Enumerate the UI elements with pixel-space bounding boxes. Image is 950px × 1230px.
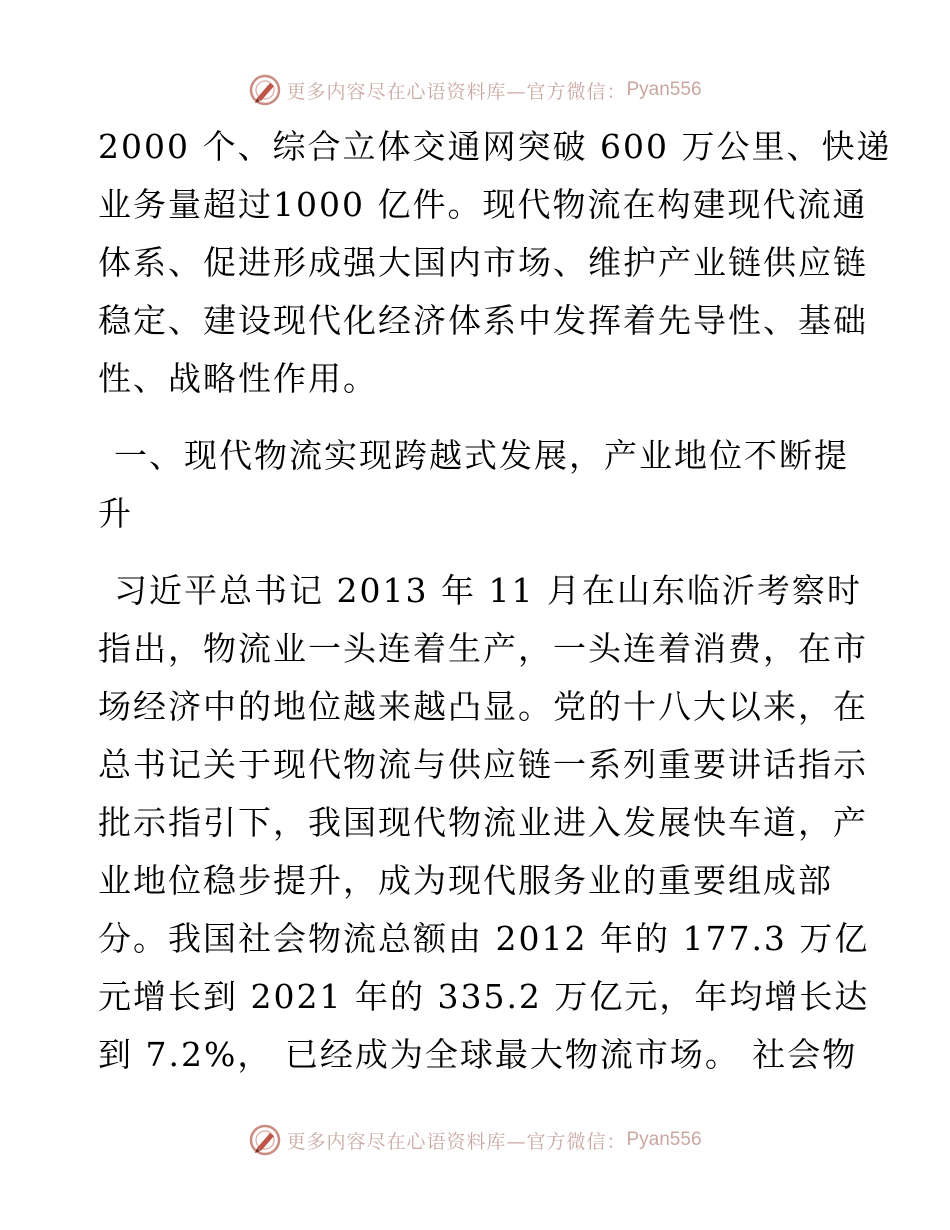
text-line: 元增长到 2021 年的 335.2 万亿元，年均增长达 xyxy=(98,977,870,1016)
paragraph-body xyxy=(98,562,870,1084)
watermark-banner-bottom xyxy=(0,1120,950,1160)
watermark-site-text: 更多内容尽在心语资料库—官方微信： xyxy=(286,1130,627,1153)
text-line: 到 7.2%， 已经成为全球最大物流市场。 社会物 xyxy=(98,1035,858,1074)
section-heading xyxy=(98,427,858,543)
text-line: 稳定、建设现代化经济体系中发挥着先导性、基础 xyxy=(98,301,868,340)
pen-logo-icon xyxy=(248,1123,282,1157)
text-line: 习近平总书记 2013 年 11 月在山东临沂考察时 xyxy=(114,571,862,610)
watermark-handle: Pyan556 xyxy=(626,79,702,100)
text-line: 体系、促进形成强大国内市场、维护产业链供应链 xyxy=(98,243,868,282)
watermark-banner-top xyxy=(0,70,950,110)
text-line: 性、战略性作用。 xyxy=(98,359,378,398)
text-line: 场经济中的地位越来越凸显。党的十八大以来，在 xyxy=(98,687,868,726)
pen-logo-icon xyxy=(248,73,282,107)
text-line: 分。我国社会物流总额由 2012 年的 177.3 万亿 xyxy=(98,919,870,958)
text-line: 指出，物流业一头连着生产，一头连着消费，在市 xyxy=(98,629,868,668)
paragraph-intro xyxy=(98,118,892,408)
watermark-site-text: 更多内容尽在心语资料库—官方微信： xyxy=(286,80,627,103)
text-line: 2000 个、综合立体交通网突破 600 万公里、快递 xyxy=(98,127,892,166)
text-line: 总书记关于现代物流与供应链一系列重要讲话指示 xyxy=(98,745,868,784)
text-line: 批示指引下，我国现代物流业进入发展快车道，产 xyxy=(98,803,868,842)
heading-line: 升 xyxy=(98,494,133,533)
text-line: 业务量超过1000 亿件。现代物流在构建现代流通 xyxy=(98,185,868,224)
watermark-handle: Pyan556 xyxy=(626,1129,702,1150)
heading-line: 一、现代物流实现跨越式发展，产业地位不断提 xyxy=(114,436,849,475)
document-body xyxy=(98,118,892,1084)
text-line: 业地位稳步提升，成为现代服务业的重要组成部 xyxy=(98,861,833,900)
